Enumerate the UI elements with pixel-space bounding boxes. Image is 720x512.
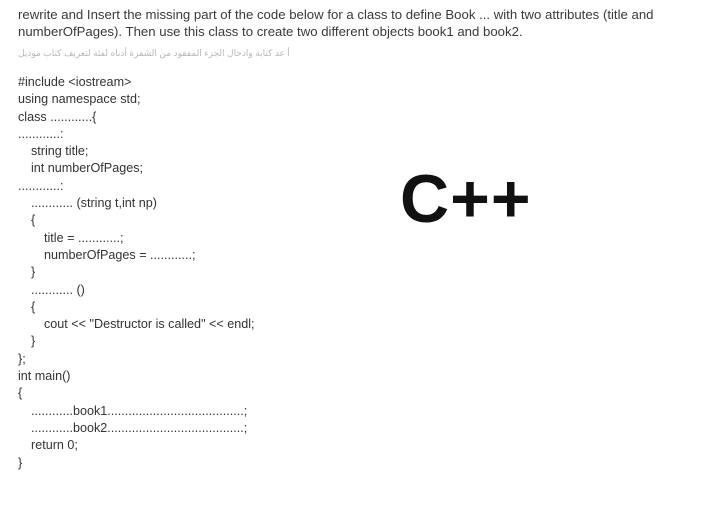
code-line: { [31, 213, 36, 228]
question-instructions: rewrite and Insert the missing part of the code below for a class to define Book ... with two attributes (title and numberOfPages). Then use this class to create two different objects book1 and book2. [18, 7, 654, 39]
code-line: ............: [18, 126, 64, 141]
code-line: string title; [31, 144, 89, 159]
code-line: } [31, 334, 36, 349]
code-line: int numberOfPages; [31, 161, 144, 176]
code-line: #include <iostream> [18, 75, 132, 89]
code-line: { [31, 299, 36, 314]
code-line: { [18, 386, 23, 401]
code-line: int main() [18, 369, 71, 384]
code-line: ............ () [31, 282, 85, 297]
code-block [18, 74, 398, 472]
code-line: cout << "Destructor is called" << endl; [44, 317, 255, 332]
arabic-note: أ عد كتابة وادخال الجزء المفقود من الشفرة أدناه لفئة لتعريف كتاب موديل [18, 48, 290, 58]
code-line: ............: [18, 178, 64, 193]
code-line: using namespace std; [18, 92, 141, 107]
code-line: ............book2.......................................; [31, 420, 248, 435]
code-line: class ............{ [18, 109, 97, 124]
code-line: return 0; [31, 438, 78, 453]
code-line: }; [18, 351, 26, 366]
code-line: ............ (string t,int np) [31, 196, 157, 211]
code-line: } [31, 265, 36, 280]
code-line: numberOfPages = ............; [44, 247, 196, 262]
code-line: ............book1.......................................; [31, 403, 248, 418]
code-line: title = ............; [44, 230, 124, 245]
code-line: } [18, 455, 23, 470]
language-label: C++ [400, 161, 532, 237]
